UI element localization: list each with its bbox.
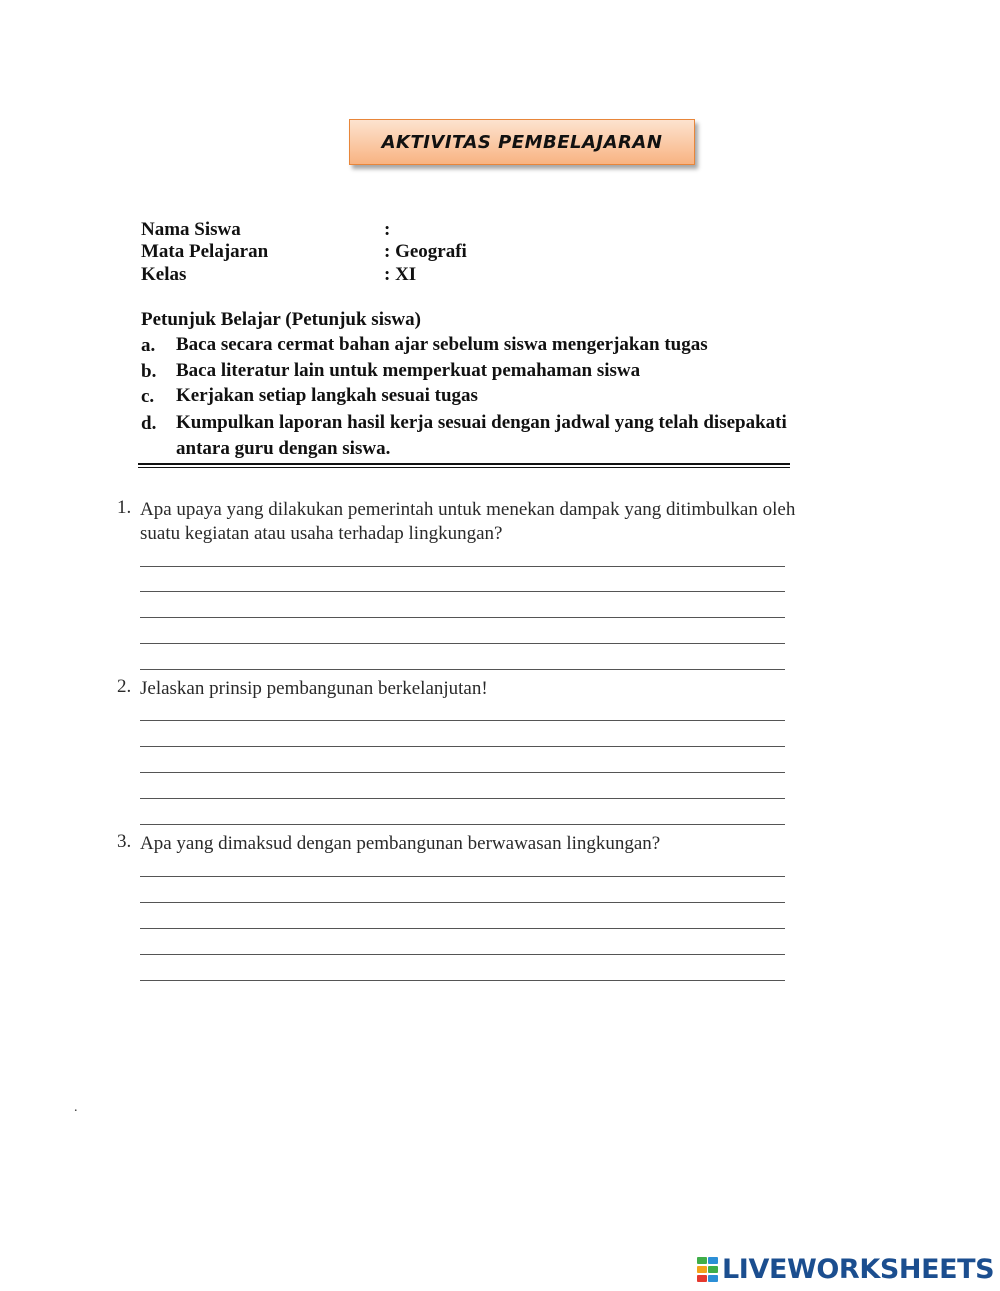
answer-line[interactable] — [140, 876, 785, 877]
question-number: 1. — [117, 497, 132, 518]
answer-line[interactable] — [140, 591, 785, 592]
logo-cube — [708, 1257, 718, 1264]
instruction-text-continued: antara guru dengan siswa. — [176, 438, 391, 459]
info-value: : XI — [384, 264, 417, 285]
question-number: 3. — [117, 831, 132, 852]
instruction-text: Kumpulkan laporan hasil kerja sesuai dengan jadwal yang telah disepakati — [176, 412, 787, 433]
divider-rule — [138, 463, 790, 465]
stray-mark: . — [74, 1100, 78, 1115]
logo-cube — [697, 1266, 707, 1273]
answer-line[interactable] — [140, 954, 785, 955]
liveworksheets-logo[interactable] — [697, 1254, 994, 1285]
answer-line[interactable] — [140, 746, 785, 747]
answer-line[interactable] — [140, 643, 785, 644]
answer-line[interactable] — [140, 720, 785, 721]
question-text-continued: suatu kegiatan atau usaha terhadap lingkungan? — [140, 523, 503, 544]
logo-cube — [708, 1275, 718, 1282]
info-value: : — [384, 219, 391, 240]
logo-cubes-icon — [697, 1257, 719, 1283]
answer-line[interactable] — [140, 902, 785, 903]
answer-line[interactable] — [140, 928, 785, 929]
logo-cube — [697, 1275, 707, 1282]
answer-line[interactable] — [140, 798, 785, 799]
instructions-heading: Petunjuk Belajar (Petunjuk siswa) — [141, 309, 421, 330]
instruction-letter: d. — [141, 413, 157, 434]
info-label: Nama Siswa — [141, 219, 241, 240]
info-value: : Geografi — [384, 241, 467, 262]
instruction-text: Baca literatur lain untuk memperkuat pemahaman siswa — [176, 360, 641, 381]
logo-text: LIVEWORKSHEETS — [722, 1254, 995, 1285]
instruction-letter: c. — [141, 386, 155, 407]
answer-line[interactable] — [140, 566, 785, 567]
instruction-text: Baca secara cermat bahan ajar sebelum siswa mengerjakan tugas — [176, 334, 708, 355]
question-text: Apa yang dimaksud dengan pembangunan berwawasan lingkungan? — [140, 833, 661, 854]
question-text: Apa upaya yang dilakukan pemerintah untuk menekan dampak yang ditimbulkan oleh — [140, 499, 796, 520]
question-text: Jelaskan prinsip pembangunan berkelanjutan! — [140, 678, 488, 699]
divider-rule — [138, 467, 790, 468]
answer-line[interactable] — [140, 669, 785, 670]
question-number: 2. — [117, 676, 132, 697]
answer-line[interactable] — [140, 824, 785, 825]
answer-line[interactable] — [140, 772, 785, 773]
instruction-letter: a. — [141, 335, 156, 356]
instruction-text: Kerjakan setiap langkah sesuai tugas — [176, 385, 478, 406]
instruction-letter: b. — [141, 361, 157, 382]
info-label: Kelas — [141, 264, 187, 285]
logo-cube — [708, 1266, 718, 1273]
page-title: AKTIVITAS PEMBELAJARAN — [381, 131, 663, 153]
logo-cube — [697, 1257, 707, 1264]
info-label: Mata Pelajaran — [141, 241, 269, 262]
answer-line[interactable] — [140, 617, 785, 618]
answer-line[interactable] — [140, 980, 785, 981]
title-banner — [349, 119, 695, 165]
